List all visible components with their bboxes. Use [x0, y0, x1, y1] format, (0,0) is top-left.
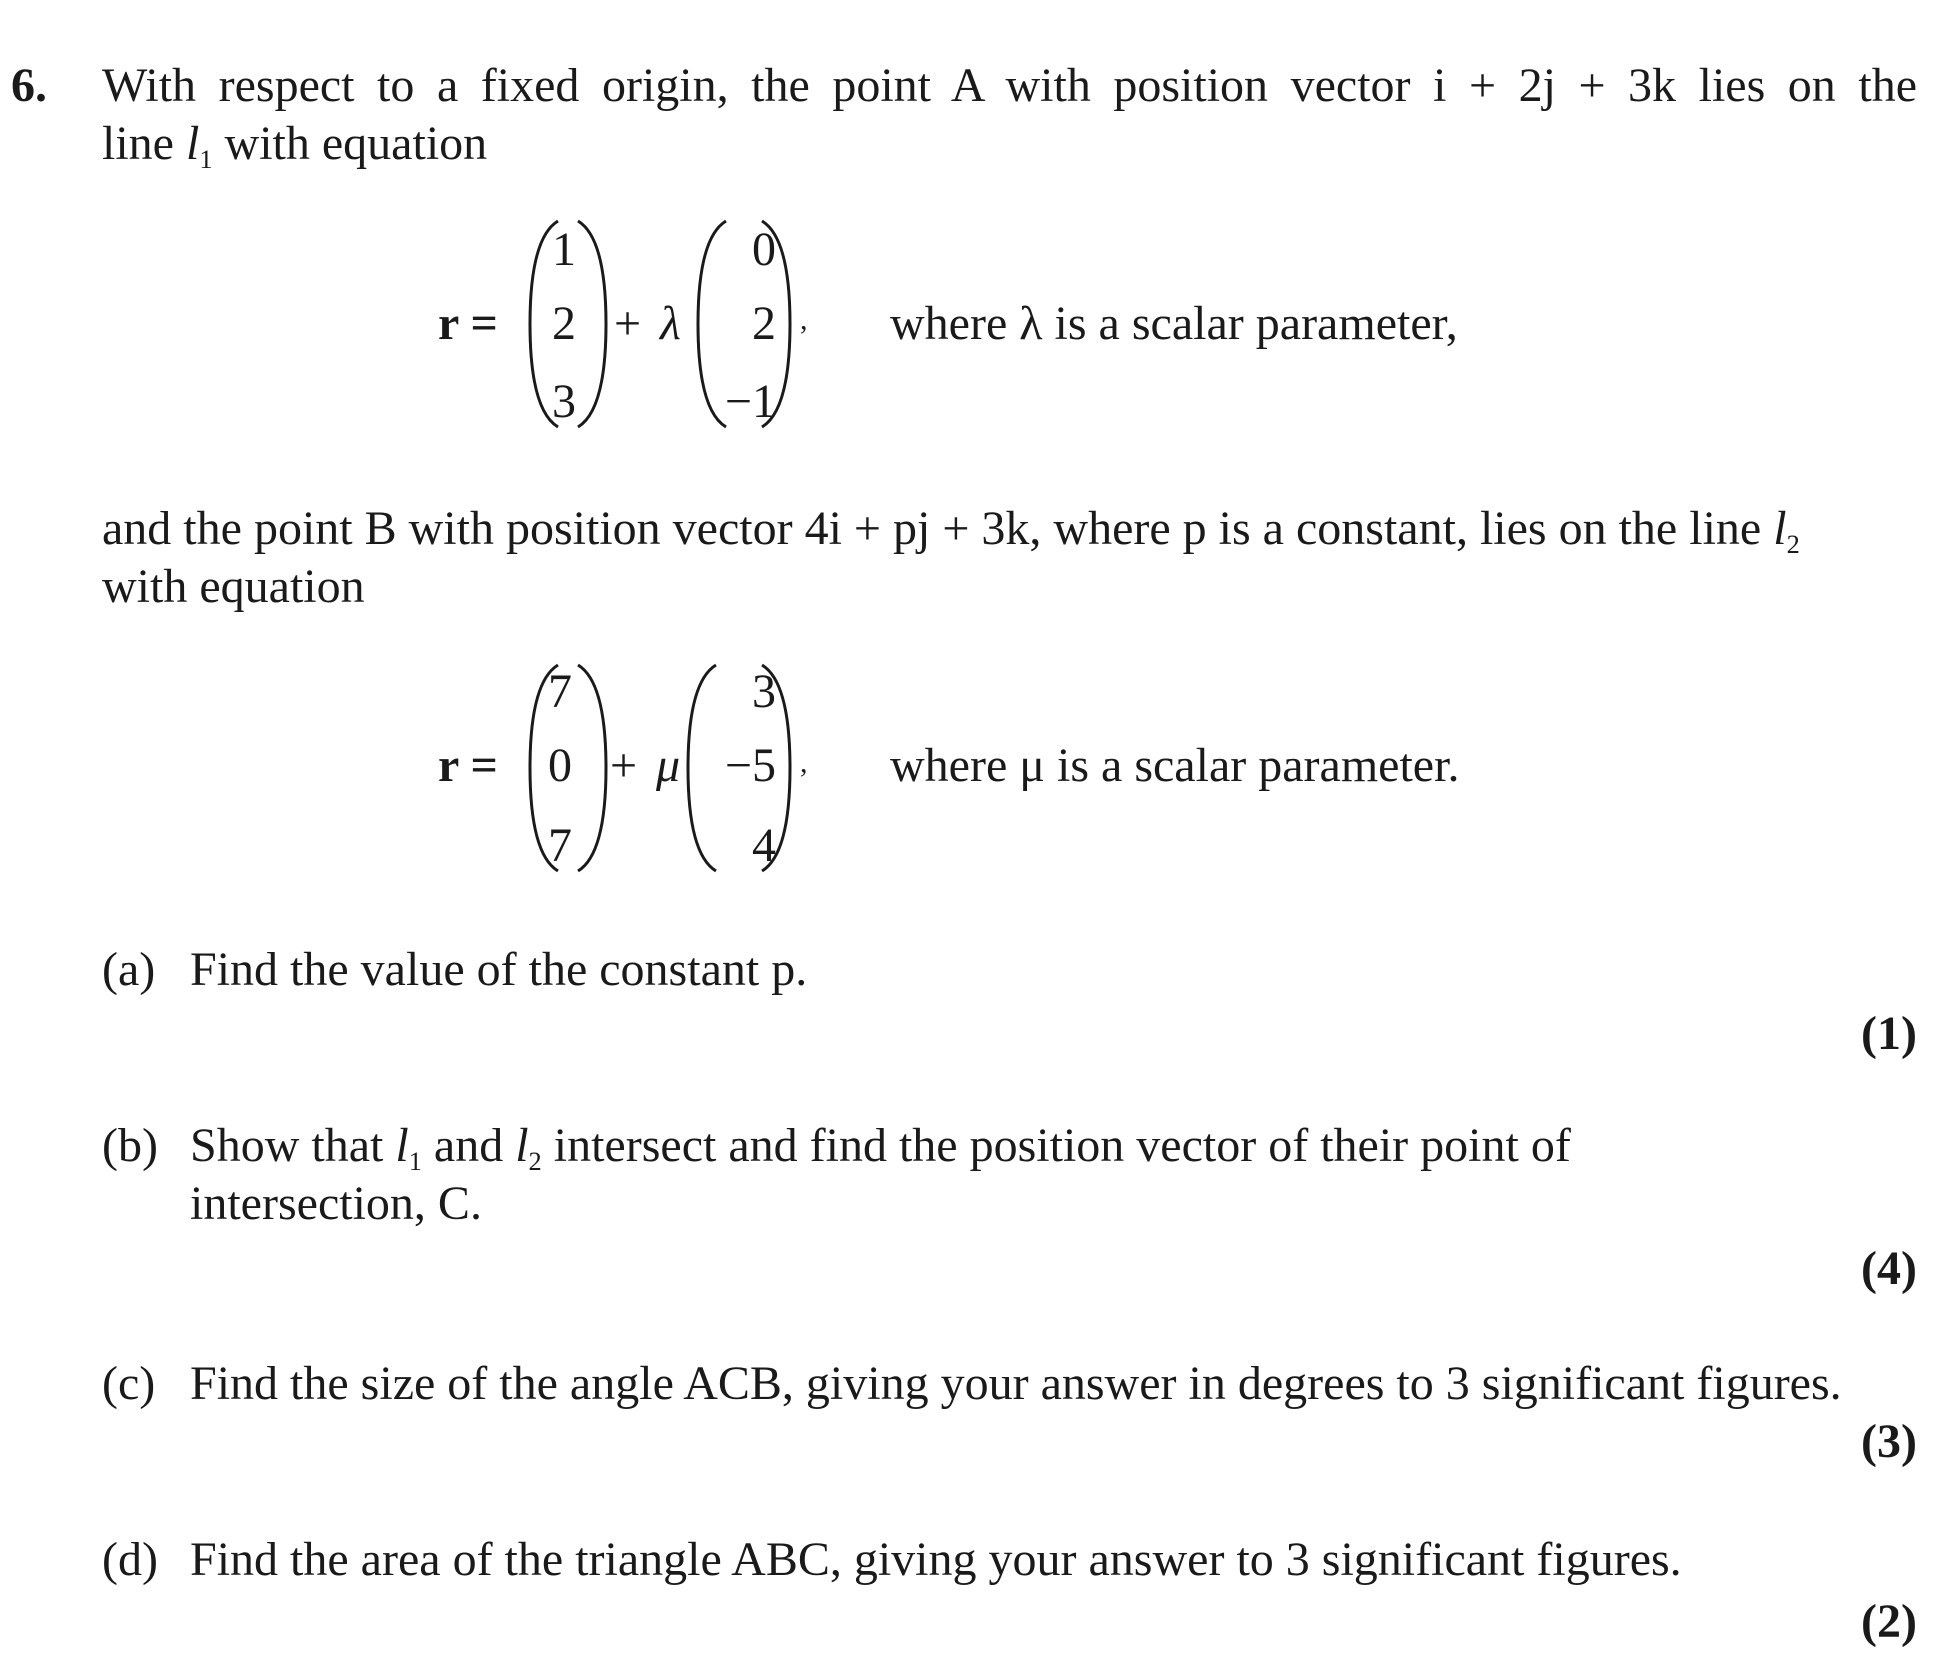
line1-sub: 1	[199, 144, 213, 175]
part-b-sub1: 1	[408, 1146, 422, 1177]
eq2-direction-y: −5	[724, 739, 776, 792]
eq2-comma: ,	[800, 746, 808, 779]
eq2-point-y: 0	[548, 739, 572, 792]
part-b-text-post: intersect and find the position vector of their point of	[541, 1119, 1571, 1172]
line2-sub: 2	[1786, 529, 1800, 560]
eq2-direction-z: 4	[752, 819, 776, 872]
part-a-marks: (1)	[1861, 1007, 1917, 1060]
eq1-point-y: 2	[552, 297, 576, 350]
eq1-direction-y: 2	[752, 297, 776, 350]
intro-line-1: With respect to a fixed origin, the point A with position vector i + 2j + 3k lies on the	[102, 59, 1917, 112]
eq1-direction-x: 0	[752, 223, 776, 276]
eq1-plus: +	[614, 297, 642, 350]
eq1-direction-z: −1	[724, 375, 776, 428]
eq2-point-x: 7	[548, 665, 572, 718]
part-a-text: Find the value of the constant p.	[190, 943, 808, 996]
eq1-point-z: 3	[552, 375, 576, 428]
part-b-text-pre: Show that	[190, 1119, 396, 1172]
eq2-plus: +	[610, 739, 638, 792]
eq2-direction-right-paren	[754, 662, 796, 874]
part-b-sub2: 2	[528, 1146, 542, 1177]
line1-name: l	[185, 117, 200, 170]
part-b-l2: l	[515, 1119, 529, 1172]
eq2-note: where μ is a scalar parameter.	[890, 739, 1460, 792]
intro-line-2-post: with equation	[212, 117, 488, 170]
part-b-text-and: and	[421, 1119, 516, 1172]
part-a-label: (a)	[102, 943, 156, 996]
eq2-lhs: r =	[438, 739, 498, 792]
intro-line-2-pre: line	[102, 117, 186, 170]
part-b-text-line-1	[190, 1119, 1571, 1177]
eq2-param: μ	[656, 739, 681, 792]
line2-name: l	[1773, 502, 1787, 555]
eq1-param: λ	[660, 297, 681, 350]
mid-line-2: with equation	[102, 560, 365, 613]
part-d-marks: (2)	[1861, 1595, 1917, 1648]
part-b-label: (b)	[102, 1119, 158, 1172]
part-c-label: (c)	[102, 1357, 156, 1410]
eq1-direction-right-paren	[754, 218, 796, 430]
eq1-point-right-paren	[570, 218, 612, 430]
intro-line-2	[102, 117, 488, 175]
eq2-point-right-paren	[570, 662, 612, 874]
part-b-marks: (4)	[1861, 1242, 1917, 1295]
part-c-marks: (3)	[1861, 1415, 1917, 1468]
part-d-text: Find the area of the triangle ABC, giving your answer to 3 significant figures.	[190, 1533, 1682, 1586]
part-b-text-line-2: intersection, C.	[190, 1177, 482, 1230]
eq1-note: where λ is a scalar parameter,	[890, 297, 1458, 350]
eq2-direction-x: 3	[752, 665, 776, 718]
question-number: 6.	[11, 59, 47, 112]
mid-line-1	[102, 502, 1800, 560]
part-d-label: (d)	[102, 1533, 158, 1586]
eq2-point-z: 7	[548, 819, 572, 872]
mid-line-1-text: and the point B with position vector 4i + pj + 3k, where p is a constant, lies on the line	[102, 502, 1762, 555]
part-c-text: Find the size of the angle ACB, giving your answer in degrees to 3 significant figures.	[190, 1357, 1842, 1410]
eq1-lhs: r =	[438, 297, 498, 350]
eq1-point-x: 1	[552, 223, 576, 276]
part-b-l1: l	[395, 1119, 409, 1172]
eq1-comma: ,	[800, 303, 808, 336]
